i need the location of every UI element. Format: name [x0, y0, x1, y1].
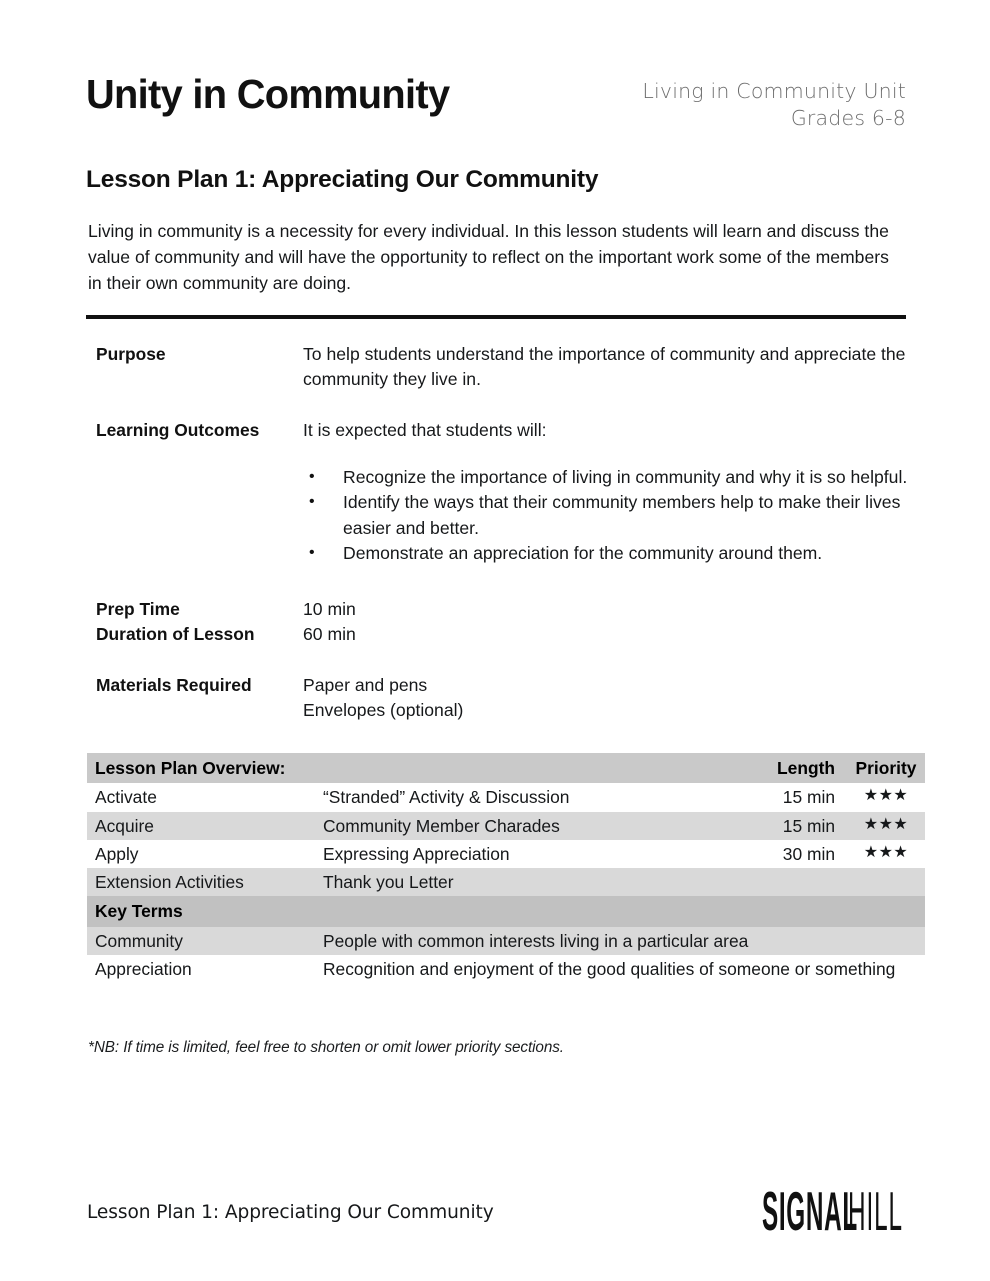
prep-time-value: 10 min	[303, 598, 356, 619]
row-activity: Community Member Charades	[323, 812, 735, 840]
spacer	[96, 392, 908, 418]
footnote: *NB: If time is limited, feel free to shorten or omit lower priority sections.	[88, 1039, 564, 1056]
lesson-plan-overview-table	[87, 753, 925, 983]
bullet-icon: •	[309, 467, 315, 485]
page-header	[86, 71, 906, 132]
logo-primary-text: SIGNAL	[762, 1180, 858, 1243]
header-divider	[86, 315, 906, 319]
table-header-row	[87, 753, 925, 783]
bullet-icon: •	[309, 493, 315, 511]
list-item	[303, 465, 908, 491]
detail-row-duration	[96, 622, 908, 647]
row-priority-stars	[847, 868, 925, 896]
detail-row-purpose	[96, 342, 908, 392]
header-spacer	[323, 753, 735, 783]
list-item-text: Demonstrate an appreciation for the community around them.	[343, 543, 823, 564]
row-stage: Extension Activities	[87, 868, 323, 896]
detail-row-prep-time	[96, 597, 908, 622]
key-term: Community	[87, 927, 323, 955]
row-stage: Activate	[87, 783, 323, 811]
row-activity: “Stranded” Activity & Discussion	[323, 783, 735, 811]
list-item	[303, 541, 908, 567]
column-header-priority: Priority	[847, 753, 925, 783]
spacer	[96, 647, 908, 673]
logo-secondary-text: HILL	[848, 1180, 903, 1243]
learning-outcomes-intro: It is expected that students will:	[303, 419, 547, 440]
row-length: 15 min	[735, 783, 847, 811]
table-row	[87, 840, 925, 868]
row-activity: Expressing Appreciation	[323, 840, 735, 868]
table-row	[87, 783, 925, 811]
table-row	[87, 955, 925, 983]
row-activity: Thank you Letter	[323, 868, 735, 896]
lesson-intro-paragraph: Living in community is a necessity for every individual. In this lesson students will learn and discuss the value of community and will have the opportunity to reflect on the important work some of the members in their own community are doing.	[88, 221, 889, 293]
key-term-definition: People with common interests living in a particular area	[323, 927, 925, 955]
row-length	[735, 868, 847, 896]
table-row	[87, 812, 925, 840]
learning-outcomes-list-row	[96, 465, 908, 567]
lesson-subtitle: Lesson Plan 1: Appreciating Our Community	[86, 166, 599, 193]
row-length: 15 min	[735, 812, 847, 840]
row-stage: Apply	[87, 840, 323, 868]
key-term: Appreciation	[87, 955, 323, 983]
column-header-length: Length	[735, 753, 847, 783]
duration-label: Duration of Lesson	[96, 623, 255, 644]
spacer	[96, 567, 908, 597]
bullet-icon: •	[309, 544, 315, 562]
list-item	[303, 490, 908, 541]
page-title: Unity in Community	[86, 71, 450, 117]
learning-outcomes-label: Learning Outcomes	[96, 419, 260, 440]
section-spacer	[847, 896, 925, 926]
materials-label: Materials Required	[96, 674, 252, 695]
materials-line-2: Envelopes (optional)	[303, 699, 464, 720]
row-priority-stars: ★★★	[847, 783, 925, 811]
row-priority-stars: ★★★	[847, 812, 925, 840]
materials-line-1: Paper and pens	[303, 674, 428, 695]
lesson-details	[96, 342, 908, 723]
row-length: 30 min	[735, 840, 847, 868]
header-meta	[642, 74, 906, 132]
key-term-definition: Recognition and enjoyment of the good qualities of someone or something	[323, 955, 925, 983]
materials-value	[303, 673, 908, 723]
detail-row-materials	[96, 673, 908, 723]
overview-title: Lesson Plan Overview:	[87, 753, 323, 783]
row-stage: Acquire	[87, 812, 323, 840]
signal-hill-logo	[762, 1180, 906, 1243]
learning-outcomes-list	[303, 465, 908, 567]
detail-row-learning-outcomes	[96, 418, 908, 443]
prep-time-label: Prep Time	[96, 598, 180, 619]
table-row	[87, 927, 925, 955]
table-section-row-key-terms	[87, 896, 925, 926]
grade-range: Grades 6-8	[790, 106, 906, 131]
list-item-text: Identify the ways that their community members help to make their lives easier and better.	[343, 492, 901, 538]
key-terms-heading: Key Terms	[87, 896, 323, 926]
purpose-value: To help students understand the importance of community and appreciate the community they live in.	[303, 344, 906, 389]
row-priority-stars: ★★★	[847, 840, 925, 868]
table-row	[87, 868, 925, 896]
section-spacer	[323, 896, 735, 926]
unit-name: Living in Community Unit	[642, 79, 906, 103]
purpose-label: Purpose	[96, 344, 166, 364]
footer-lesson-label: Lesson Plan 1: Appreciating Our Community	[87, 1202, 494, 1223]
duration-value: 60 min	[303, 623, 356, 644]
section-spacer	[735, 896, 847, 926]
list-item-text: Recognize the importance of living in community and why it is so helpful.	[343, 466, 908, 487]
